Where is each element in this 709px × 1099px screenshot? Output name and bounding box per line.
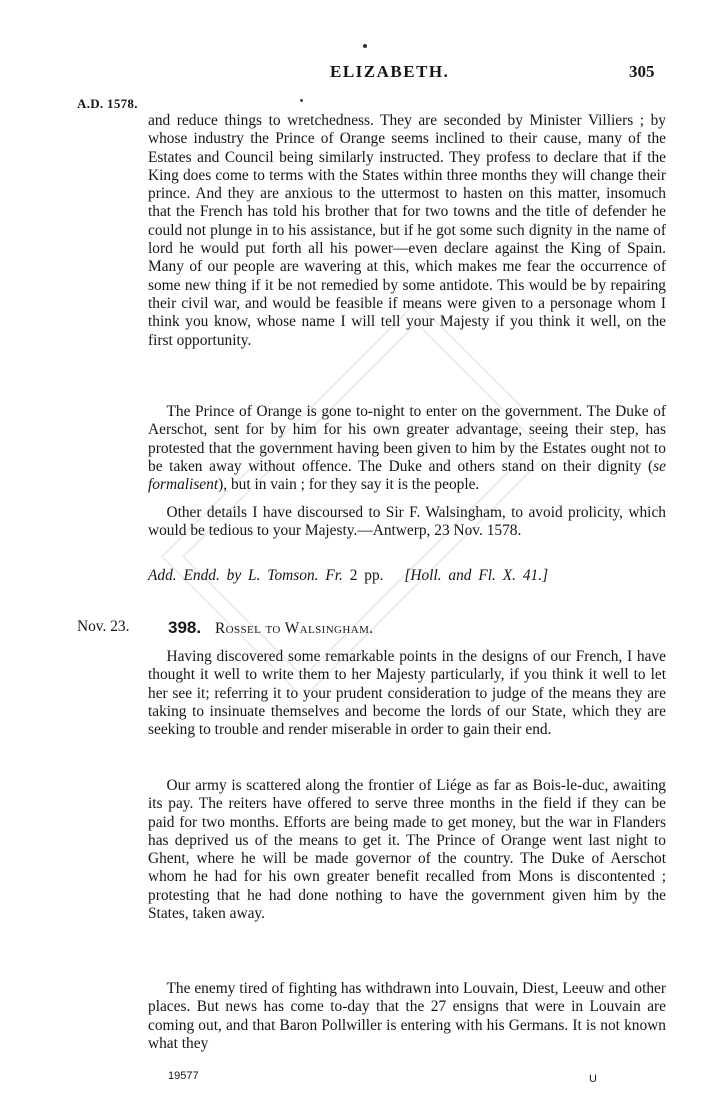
paragraph-text: ), but in vain ; for they say it is the people. [218,476,480,494]
paragraph: The enemy tired of fighting has withdrawn into Louvain, Diest, Leeuw and other places. But news has come to-day that the 27 ensigns that were in Louvain are coming out, and that Baron Pollwiller is entering with his Germans. It is not known what they [148,980,666,1052]
margin-date: A.D. 1578. [77,96,138,111]
paragraph: Our army is scattered along the frontier of Liége as far as Bois-le-duc, awaiting its pay. The reiters have offered to serve three months in the field if they can be paid for two months. Efforts are being made to get money, but the war in Flanders has deprived us of the means to get it. The Prince of Orange went last night to Ghent, where he will be made governor of the country. The Duke of Aerschot whom he had for his own greater benefit recalled from Mons is discontented ; protesting that he had done nothing to have the government given him by the States, taken away. [148,777,666,923]
italic-phrase: se formalisent [148,457,666,494]
endorsement-line [148,567,666,585]
entry-title: Rossel to Walsingham. [214,620,374,637]
paragraph [148,403,666,494]
printer-mark-dot [300,99,303,102]
page-count: 2 pp. [349,567,384,584]
paragraph-text: The Prince of Orange is gone to-night to enter on the government. The Duke of Aerschot, sent for by him for his own greater advantage, seeing their step, has protested that the government having been given to him by the Estates ought not to be taken away without offence. The Duke and others stand on their dignity ( [148,403,666,475]
entry-date: Nov. 23. [77,618,130,635]
paragraph: Having discovered some remarkable points in the designs of our French, I have thought it well to write them to her Majesty particularly, if you think it well to let her see it; referring it to your prudent consideration to judge of the means they are taking to insinuate themselves and become the lords of our State, which they are seeking to trouble and render miserable in order to gain their end. [148,648,666,739]
printer-signature-mark: U [589,1073,597,1085]
page-number: 305 [629,62,655,81]
printer-mark-dot [363,44,367,48]
endorsement-note: Add. Endd. by L. Tomson. Fr. [148,567,343,584]
archive-reference: [Holl. and Fl. X. 41.] [404,567,549,584]
paragraph: and reduce things to wretchedness. They are seconded by Minister Villiers ; by whose industry the Prince of Orange seems inclined to their cause, many of the Estates and Council being similarly instructed. They profess to declare that if the King does come to terms with the States within three months they will change their prince. And they are anxious to the uttermost to hasten on this matter, insomuch that the French has told his brother that for two towns and the title of defender he could not plunge in to his assistance, but if he got some such dignity in the name of lord he would put forth all his power—even declare against the King of Spain. Many of our people are wavering at this, which makes me fear the occurrence of some new thing if it be not remedied by some antidote. This would be by repairing their civil war, and would be feasible if means were given to a personage whom I think you know, whose name I will tell your Majesty if you think it well, on the first opportunity. [148,112,666,349]
entry-number: 398. [168,618,202,637]
entry-heading [168,618,374,638]
running-title: ELIZABETH. [330,62,450,81]
printer-signature-number: 19577 [168,1070,199,1082]
paragraph: Other details I have discoursed to Sir F. Walsingham, to avoid prolicity, which would be tedious to your Majesty.—Antwerp, 23 Nov. 1578. [148,504,666,540]
